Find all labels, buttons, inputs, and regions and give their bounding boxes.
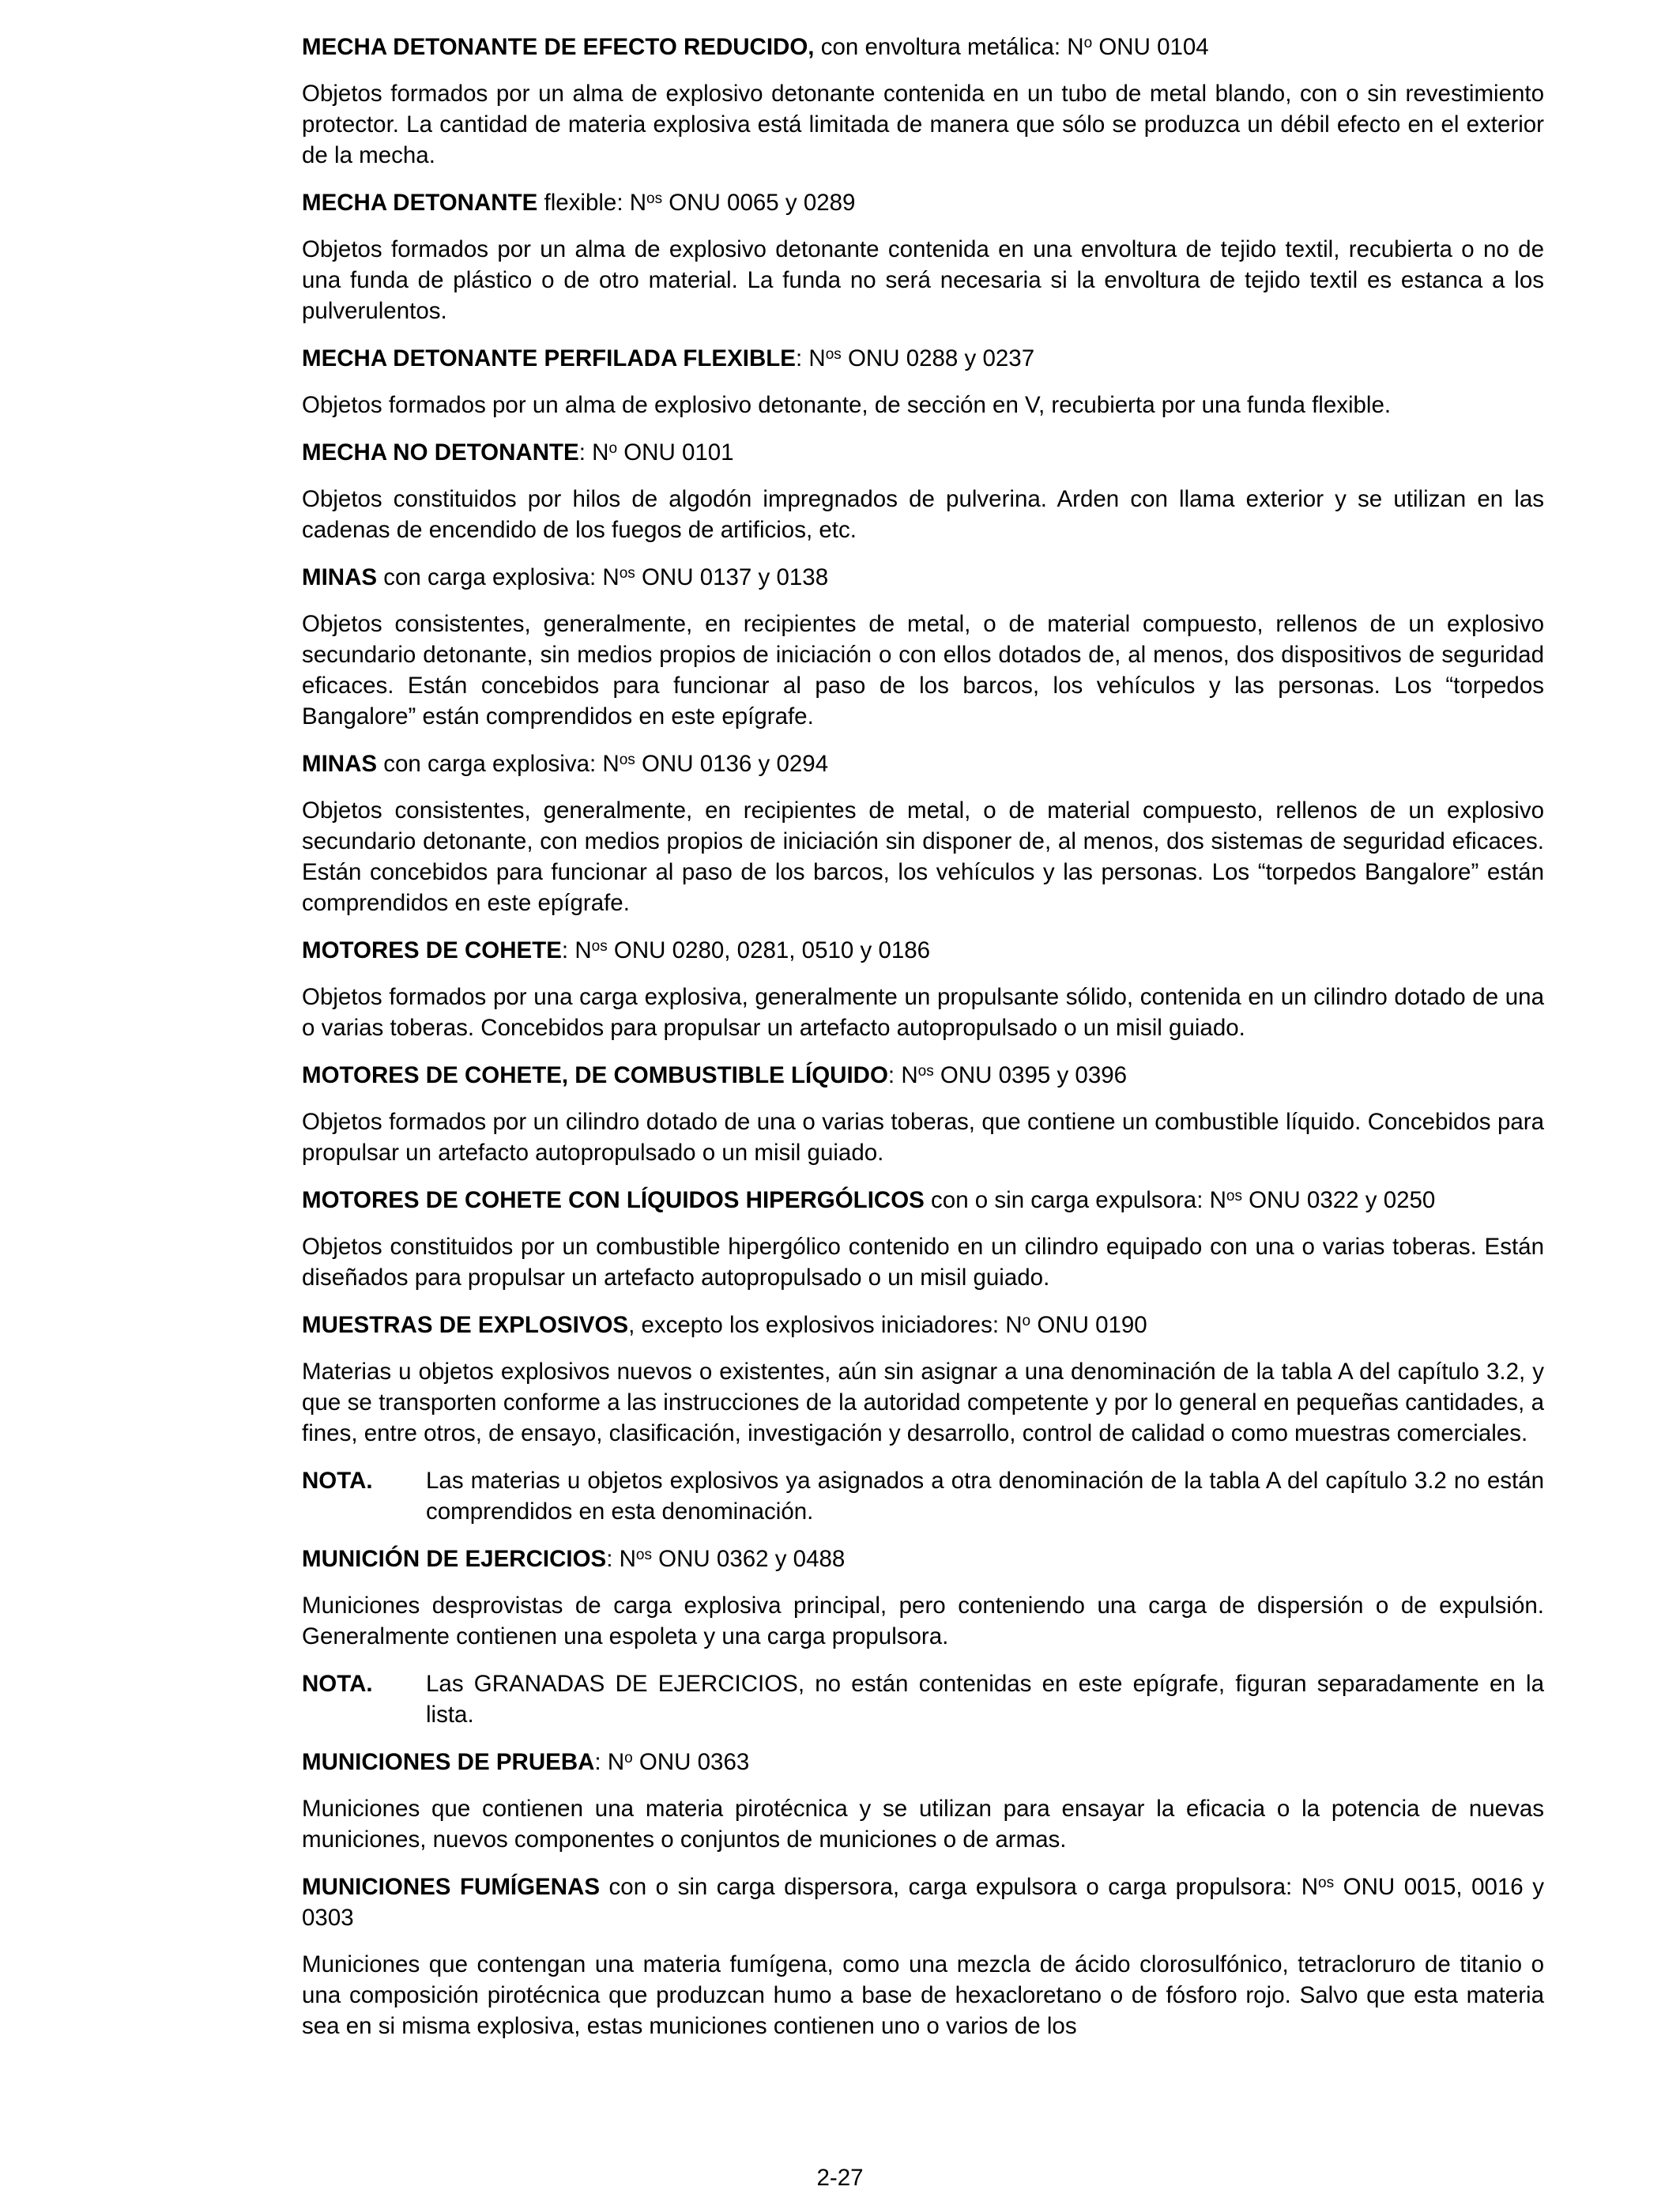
note-label: NOTA. xyxy=(302,1468,373,1494)
page-number: 2-27 xyxy=(816,2165,864,2191)
entry-description: Objetos consistentes, generalmente, en recipientes de metal, o de material compuesto, rellenos de un explosivo secundario detonante, con medios propios de iniciación sin disponer de, al menos, dos sistemas de seguridad eficaces. Están concebidos para funcionar al paso de los barcos, los vehículos y las personas. Los “torpedos Bangalore” están comprendidos en este epígrafe. xyxy=(302,797,1544,916)
entry-description: Municiones que contienen una materia pirotécnica y se utilizan para ensayar la eficacia o la potencia de nuevas municiones, nuevos componentes o conjuntos de municiones o de armas. xyxy=(302,1796,1544,1853)
entry-title: MUNICIONES DE PRUEBA: $N^o$ ONU 0363 xyxy=(302,1749,750,1775)
entry-description: Objetos formados por un cilindro dotado de una o varias toberas, que contiene un combustible líquido. Concebidos para propulsar un artefacto autopropulsado o un misil guiado. xyxy=(302,1109,1544,1166)
entry-description: Objetos formados por un alma de explosivo detonante contenida en un tubo de metal blando, con o sin revestimiento protector. La cantidad de materia explosiva está limitada de manera que sólo se produzca un débil efecto en el exterior de la mecha. xyxy=(302,81,1544,168)
entry-title: MECHA DETONANTE flexible: $N^{os}$ ONU 0065 y 0289 xyxy=(302,190,856,216)
entry-title: MINAS con carga explosiva: $N^{os}$ ONU 0136 y 0294 xyxy=(302,751,829,777)
entry-title: MUESTRAS DE EXPLOSIVOS, excepto los explosivos iniciadores: $N^o$ ONU 0190 xyxy=(302,1312,1147,1338)
entry-title: MOTORES DE COHETE CON LÍQUIDOS HIPERGÓLICOS con o sin carga expulsora: $N^{os}$ ONU 0322 y 0250 xyxy=(302,1187,1436,1213)
entry-title: MINAS con carga explosiva: $N^{os}$ ONU 0137 y 0138 xyxy=(302,564,829,590)
note xyxy=(302,1668,1544,1730)
entry-description: Materias u objetos explosivos nuevos o existentes, aún sin asignar a una denominación de la tabla A del capítulo 3.2, y que se transporten conforme a las instrucciones de la autoridad competente y por lo general en pequeñas cantidades, a fines, entre otros, de ensayo, clasificación, investigación y desarrollo, control de calidad o como muestras comerciales. xyxy=(302,1359,1544,1446)
entry-description: Objetos consistentes, generalmente, en recipientes de metal, o de material compuesto, rellenos de un explosivo secundario detonante, sin medios propios de iniciación o con ellos dotados de, al menos, dos dispositivos de seguridad eficaces. Están concebidos para funcionar al paso de los barcos, los vehículos y las personas. Los “torpedos Bangalore” están comprendidos en este epígrafe. xyxy=(302,611,1544,729)
entry-description: Objetos formados por un alma de explosivo detonante, de sección en V, recubierta por una funda flexible. xyxy=(302,392,1392,418)
note-text: Las GRANADAS DE EJERCICIOS, no están contenidas en este epígrafe, figuran separadamente en la lista. xyxy=(426,1671,1544,1728)
entry-description: Objetos constituidos por hilos de algodón impregnados de pulverina. Arden con llama exterior y se utilizan en las cadenas de encendido de los fuegos de artificios, etc. xyxy=(302,486,1544,543)
entry-title: MECHA DETONANTE PERFILADA FLEXIBLE: $N^{os}$ ONU 0288 y 0237 xyxy=(302,345,1035,371)
entry-title: MOTORES DE COHETE: $N^{os}$ ONU 0280, 0281, 0510 y 0186 xyxy=(302,937,931,963)
document-page xyxy=(302,32,1544,2058)
entry-description: Municiones que contengan una materia fumígena, como una mezcla de ácido clorosulfónico, tetracloruro de titanio o una composición pirotécnica que produzcan humo a base de hexacloretano o de fósforo rojo. Salvo que esta materia sea en si misma explosiva, estas municiones contienen uno o varios de los xyxy=(302,1951,1544,2039)
note-label: NOTA. xyxy=(302,1671,373,1697)
entry-description: Objetos formados por una carga explosiva, generalmente un propulsante sólido, contenida en un cilindro dotado de una o varias toberas. Concebidos para propulsar un artefacto autopropulsado o un misil guiado. xyxy=(302,984,1544,1041)
entry-description: Municiones desprovistas de carga explosiva principal, pero conteniendo una carga de dispersión o de expulsión. Generalmente contienen una espoleta y una carga propulsora. xyxy=(302,1593,1544,1649)
entry-description: Objetos formados por un alma de explosivo detonante contenida en una envoltura de tejido textil, recubierta o no de una funda de plástico o de otro material. La funda no será necesaria si la envoltura de tejido textil es estanca a los pulverulentos. xyxy=(302,236,1544,324)
entry-title: MUNICIÓN DE EJERCICIOS: $N^{os}$ ONU 0362 y 0488 xyxy=(302,1546,846,1572)
entry-title: MOTORES DE COHETE, DE COMBUSTIBLE LÍQUIDO: $N^{os}$ ONU 0395 y 0396 xyxy=(302,1062,1128,1088)
note xyxy=(302,1465,1544,1527)
entry-title: MECHA NO DETONANTE: $N^o$ ONU 0101 xyxy=(302,439,734,466)
entry-description: Objetos constituidos por un combustible hipergólico contenido en un cilindro equipado con una o varias toberas. Están diseñados para propulsar un artefacto autopropulsado o un misil guiado. xyxy=(302,1234,1544,1291)
entry-title: MECHA DETONANTE DE EFECTO REDUCIDO, con envoltura metálica: $N^o$ ONU 0104 xyxy=(302,34,1209,60)
note-text: Las materias u objetos explosivos ya asignados a otra denominación de la tabla A del capítulo 3.2 no están comprendidos en esta denominación. xyxy=(426,1468,1544,1525)
entry-title: MUNICIONES FUMÍGENAS con o sin carga dispersora, carga expulsora o carga propulsora: $N^{os}$ ONU 0015, 0016 y 0303 xyxy=(302,1874,1544,1931)
